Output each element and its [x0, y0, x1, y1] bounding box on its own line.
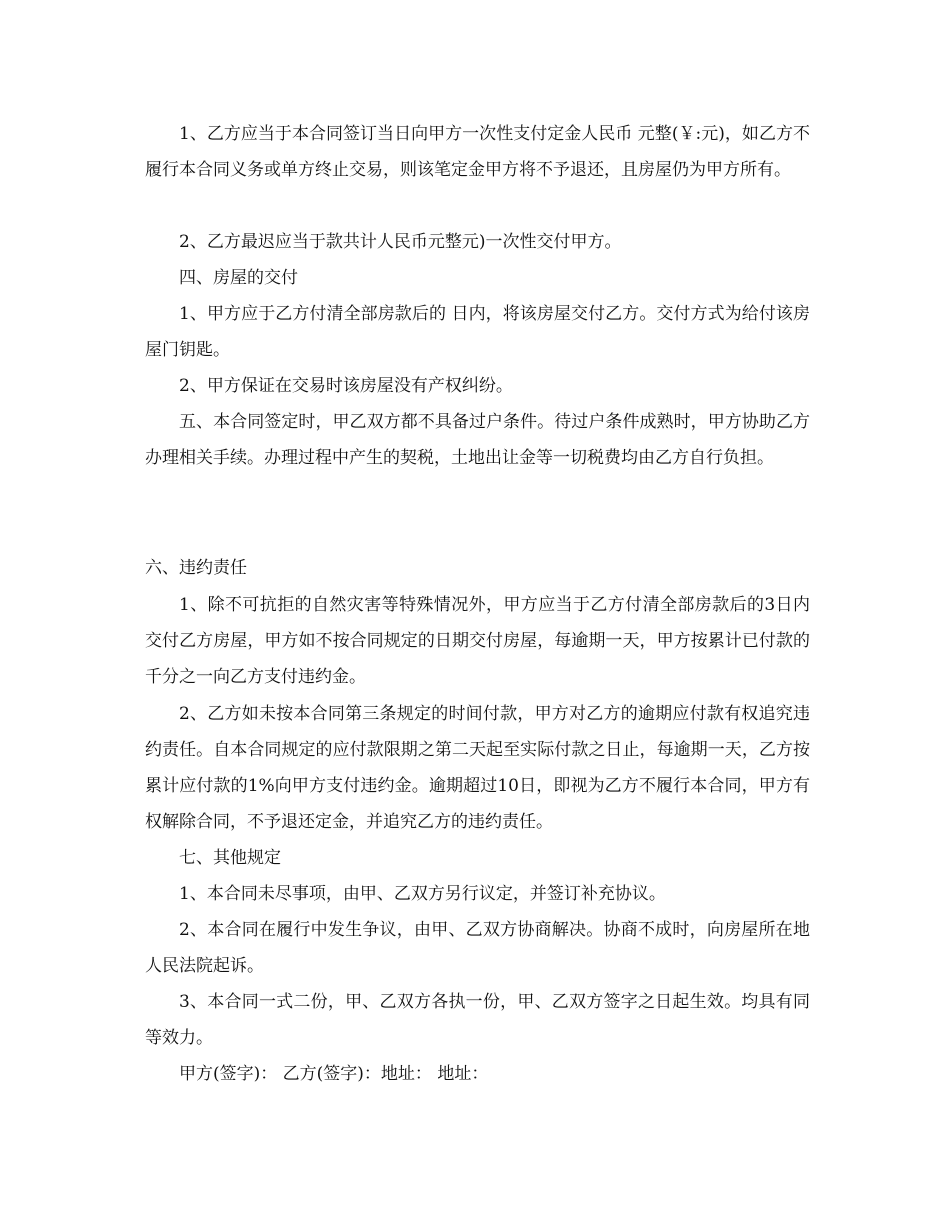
paragraph-delivery-1: 1、甲方应于乙方付清全部房款后的 日内，将该房屋交付乙方。交付方式为给付该房屋门钥匙。 — [145, 304, 810, 360]
section-heading-delivery: 四、房屋的交付 — [179, 268, 298, 288]
signature-line: 甲方(签字)： 乙方(签字)：地址： 地址： — [179, 1064, 489, 1084]
paragraph-breach-2: 2、乙方如未按本合同第三条规定的时间付款，甲方对乙方的逾期应付款有权追究违约责任。自本合同规定的应付款限期之第二天起至实际付款之日止，每逾期一天，乙方按累计应付款的1%向甲方支付违约金。逾期超过10日，即视为乙方不履行本合同，甲方有权解除合同，不予退还定金，并追究乙方的违约责任。 — [145, 704, 810, 832]
paragraph-other-2: 2、本合同在履行中发生争议，由甲、乙双方协商解决。协商不成时，向房屋所在地人民法院起诉。 — [145, 920, 810, 976]
paragraph-deposit: 1、乙方应当于本合同签订当日向甲方一次性支付定金人民币 元整(￥:元)，如乙方不履行本合同义务或单方终止交易，则该笔定金甲方将不予退还，且房屋仍为甲方所有。 — [145, 124, 810, 180]
paragraph-payment: 2、乙方最迟应当于款共计人民币元整元)一次性交付甲方。 — [179, 232, 622, 252]
paragraph-delivery-2: 2、甲方保证在交易时该房屋没有产权纠纷。 — [179, 376, 513, 396]
paragraph-breach-1: 1、除不可抗拒的自然灾害等特殊情况外，甲方应当于乙方付清全部房款后的3日内交付乙方房屋，甲方如不按合同规定的日期交付房屋，每逾期一天，甲方按累计已付款的千分之一向乙方支付违约金。 — [145, 595, 810, 687]
paragraph-other-1: 1、本合同未尽事项，由甲、乙双方另行议定，并签订补充协议。 — [179, 884, 666, 904]
paragraph-transfer: 五、本合同签定时，甲乙双方都不具备过户条件。待过户条件成熟时，甲方协助乙方办理相关手续。办理过程中产生的契税，土地出让金等一切税费均由乙方自行负担。 — [145, 412, 810, 468]
paragraph-other-3: 3、本合同一式二份，甲、乙双方各执一份，甲、乙双方签字之日起生效。均具有同等效力。 — [145, 992, 810, 1048]
section-heading-other: 七、其他规定 — [179, 848, 281, 868]
section-heading-breach: 六、违约责任 — [145, 558, 247, 578]
